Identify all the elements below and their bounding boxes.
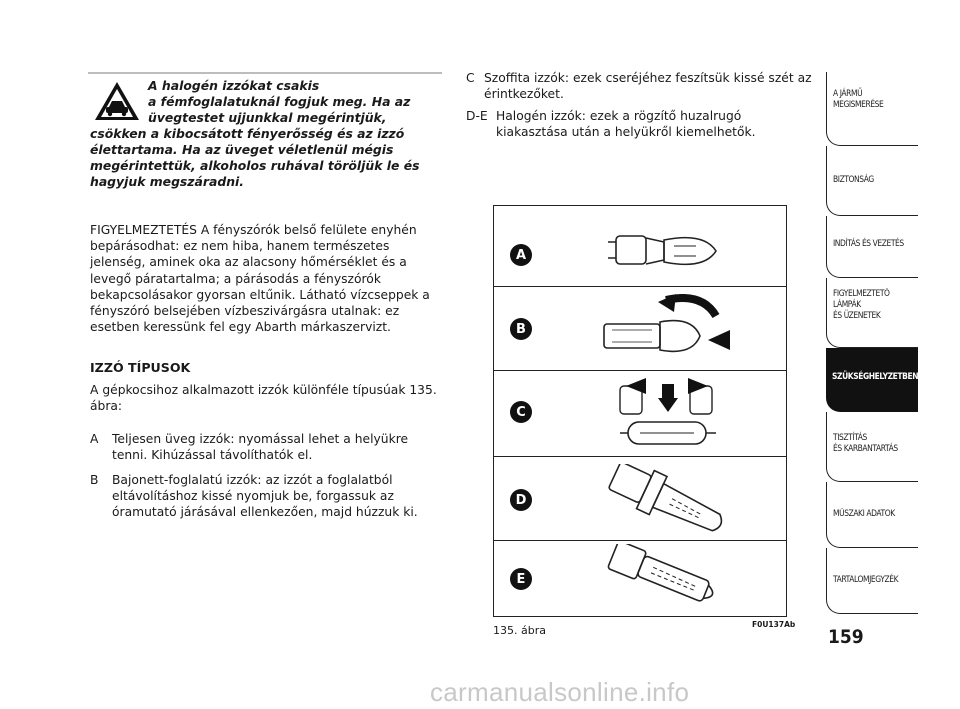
tab-safety[interactable]	[826, 146, 918, 216]
list-item-d-e	[466, 108, 816, 140]
warning-line-2: a fémfoglalatuknál fogjuk meg. Ha az	[148, 94, 411, 109]
tab-warning-lights[interactable]	[826, 278, 918, 348]
list-item-key: B	[90, 473, 99, 487]
tab-label: FIGYELMEZTETŐ LÁMPÁK ÉS ÜZENETEK	[833, 288, 890, 321]
watermark: carmanualsonline.info	[430, 677, 690, 707]
list-item-c	[466, 70, 816, 102]
figure-row-divider	[494, 286, 786, 287]
figure-label-c: C	[510, 401, 532, 423]
tab-vehicle[interactable]	[826, 72, 918, 146]
list-item-b	[90, 472, 442, 521]
figure-code: F0U137Ab	[752, 620, 796, 629]
tab-emergency[interactable]	[826, 348, 918, 412]
tab-label: TISZTÍTÁS ÉS KARBANTARTÁS	[833, 432, 898, 454]
fog-warning-paragraph: FIGYELMEZTETÉS A fényszórók belső felülete enyhén bepárásodhat: ez nem hiba, hanem természetes jelenség, aminek oka az alacsony hőmérséklet és a levegő páratartalma; a párásodás a fényszórók bekapcsolásakor gyorsan eltűnik. Látható vízcseppek a fényszóró belsejében vízbeszivárgásra utalnak: ez esetben keressünk fel egy Abarth márkaszervizt.	[90, 223, 430, 335]
warning-top-rule	[88, 72, 442, 74]
warning-text	[90, 78, 442, 190]
list-item-key: D-E	[466, 109, 488, 123]
tab-label: INDÍTÁS ÉS VEZETÉS	[833, 238, 904, 249]
list-item-a	[90, 431, 442, 463]
tab-label: A JÁRMŰ MEGISMERÉSE	[833, 88, 884, 110]
tab-cleaning-maintenance[interactable]	[826, 412, 918, 482]
warning-line-1: A halogén izzókat csakis	[148, 78, 320, 93]
list-item-text: Bajonett-foglalatú izzók: az izzót a foglalatból eltávolításhoz kissé nyomjuk be, forgassuk az óramutató járásával ellenkezően, majd húzzuk ki.	[112, 473, 418, 520]
figure-label-b: B	[510, 318, 532, 340]
tab-technical-data[interactable]	[826, 482, 918, 548]
halogen-h1-bulb-icon	[594, 544, 754, 616]
warning-rest: csökken a kibocsátott fényerősség és az izzó élettartama. Ha az üveget véletlenül mégis megérintettük, alkoholos ruhával töröljük le és hagyjuk megszáradni.	[90, 126, 420, 189]
figure-label-e: E	[510, 568, 532, 590]
tab-label: MŰSZAKI ADATOK	[833, 508, 895, 519]
figure-label-d: D	[510, 489, 532, 511]
festoon-bulb-icon	[604, 378, 754, 454]
tab-label: TARTALOMJEGYZÉK	[833, 574, 899, 585]
intro-paragraph: A gépkocsihoz alkalmazott izzók különféle típusúak 135. ábra:	[90, 383, 437, 414]
list-item-text: Szoffita izzók: ezek cseréjéhez feszítsük kissé szét az érintkezőket.	[484, 71, 812, 102]
halogen-h7-bulb-icon	[594, 464, 754, 544]
tab-starting-driving[interactable]	[826, 216, 918, 278]
tab-label: BIZTONSÁG	[833, 174, 874, 185]
list-item-text: Teljesen üveg izzók: nyomással lehet a helyükre tenni. Kihúzással távolíthatók el.	[112, 432, 409, 463]
figure-row-divider	[494, 456, 786, 457]
warning-line-3: üvegtestet ujjunkkal megérintjük,	[148, 110, 387, 125]
figure-label-a: A	[510, 244, 532, 266]
bulb-types-figure	[493, 205, 787, 617]
figure-caption: 135. ábra	[493, 624, 546, 637]
bayonet-bulb-icon	[584, 294, 744, 366]
page-number: 159	[828, 626, 864, 648]
list-item-key: C	[466, 71, 475, 85]
list-item-key: A	[90, 432, 99, 446]
tab-index[interactable]	[826, 548, 918, 614]
tab-label: SZÜKSÉGHELYZETBEN	[832, 371, 919, 382]
list-item-text: Halogén izzók: ezek a rögzítő huzalrugó kiakasztása után a helyükről kiemelhetők.	[496, 109, 756, 140]
glass-wedge-bulb-icon	[604, 224, 744, 279]
figure-row-divider	[494, 370, 786, 371]
section-title: IZZÓ TÍPUSOK	[90, 360, 191, 375]
